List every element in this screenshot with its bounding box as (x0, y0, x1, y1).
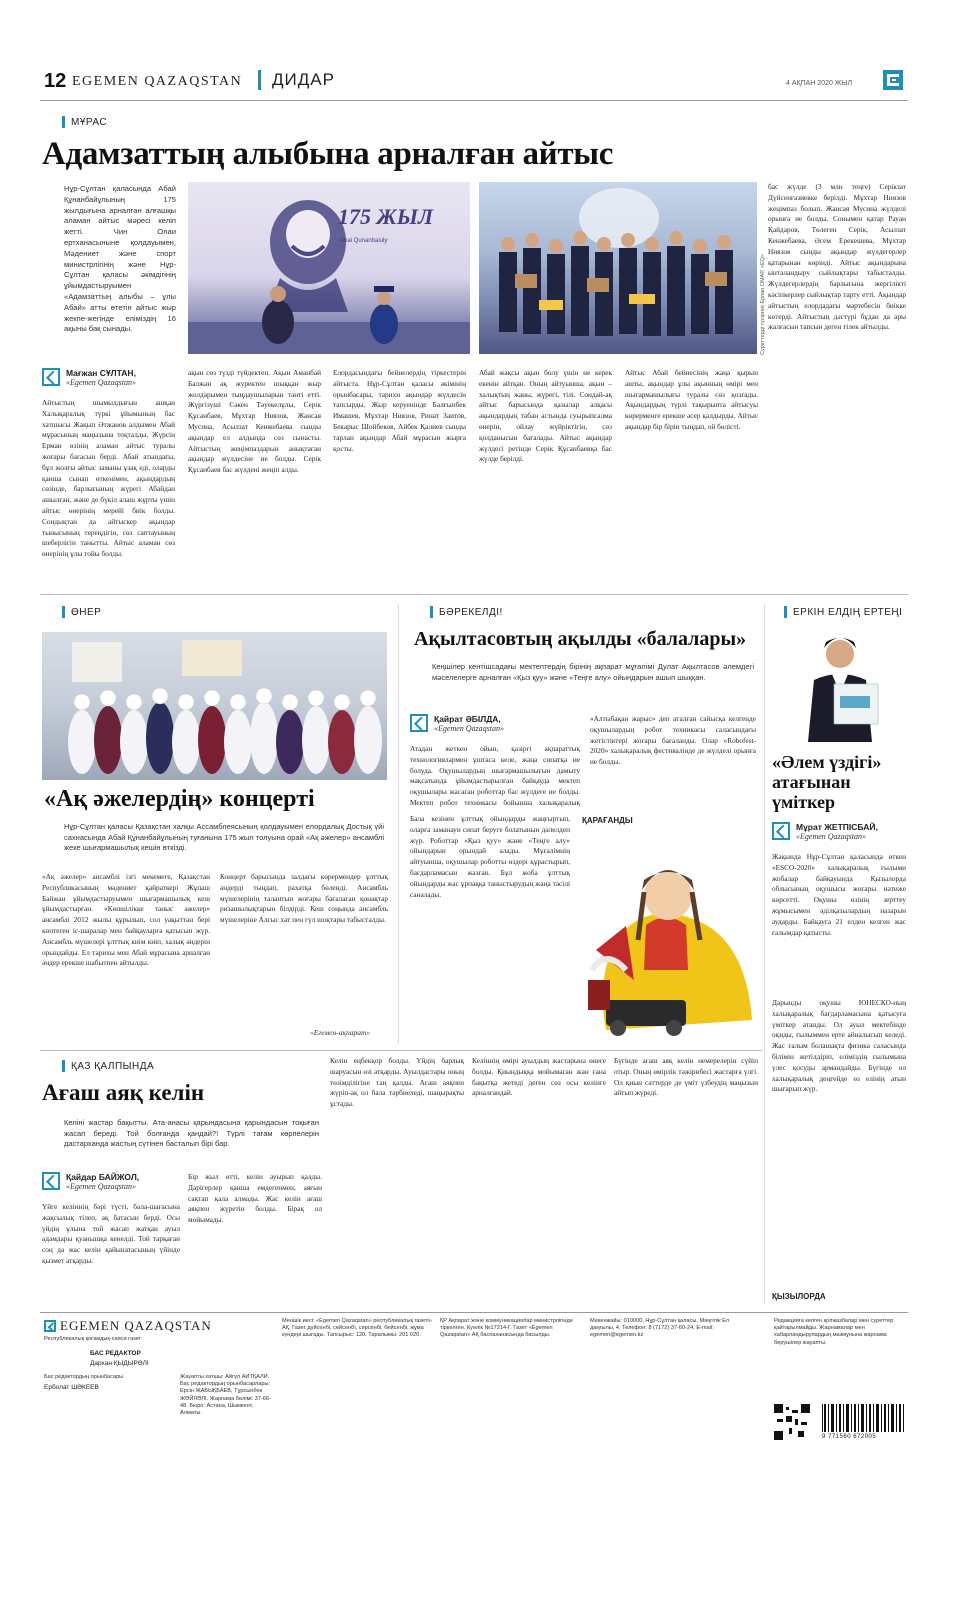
article4-title: «Әлем үздігі» атағынан үміткер (772, 752, 882, 812)
footer-chief-name: Дархан ҚЫДЫРӘЛІ (90, 1360, 149, 1367)
footer-chief-label: БАС РЕДАКТОР (90, 1350, 141, 1357)
barcode (820, 1404, 906, 1432)
footer-rule (40, 1312, 908, 1313)
footer-logo-icon (44, 1320, 56, 1332)
article4-city: ҚЫЗЫЛОРДА (772, 1292, 826, 1301)
header-rule (40, 100, 908, 101)
author-logo-icon (410, 714, 428, 732)
author-name: Мағжан СҰЛТАН, (66, 368, 136, 378)
article1-column-2: ақын сөз түзді түйдектеп. Ақын Аманбай Балжан ақ журектен шыққан жыр жолдарымен тыңдаушыларын тәнті етті. Жүргізуші Сәкен Тәуекелұлы, Серік Құсанбаев, Мұхтар Ниязов, Жансая Мусина, Асылзат Кенжебаева сынды ақындар ел алдында сөз сынасты. Айтыстың жеңімпаздарын анықтаған ақындар жүлдесіне ие болды. Серік Құсанбаев бас жүлдені жеңіп алды. (188, 368, 321, 475)
rubric-bar (784, 606, 787, 618)
rubric-label: ЕРКІН ЕЛДІҢ ЕРТЕҢІ (793, 606, 903, 618)
byline-article1 (42, 368, 136, 387)
section-title: ДИДАР (272, 70, 335, 89)
rubric-bravo (430, 606, 503, 618)
rubric-bar (62, 1060, 65, 1072)
article1-column-4: Абай жақсы ақын болу үшін не керек екенін айтқан. Оның айтуынша, ақын – халықтың жаны, жүрегі, тілі. Сондай-ақ айтыс барысында қазылар алқасы ақындардың табан астында суырыпсалма өнерін, ойлау жүйріктігін, сөз қолданысын бағалады. Айтыс ақындар жүлдесі ретінде Серік Құсанбаевқа бас жүлде берілді. (479, 368, 612, 464)
article2-credit: «Егемен-ақпарат» (310, 1028, 371, 1037)
footer-column-4: ҚР Ақпарат және коммуникациялар министрлігінде тіркелген. Куәлік №17214-Г. Газет «Egemen Qazaqstan» АҚ баспаханасында басылды. (440, 1318, 573, 1339)
rubric-heritage (62, 116, 107, 128)
author-logo-icon (42, 368, 60, 386)
byline-article5 (42, 1172, 139, 1191)
author-logo-icon (772, 822, 790, 840)
footer-masthead (44, 1318, 212, 1334)
byline-article4 (772, 822, 878, 841)
article1-column-5: Айтыс Абай бейнесінің жаңа қырын ашты, ақындар ұлы ақынның өмірі мен шығармашылығы туралы сөз қозғады. Ақындардың түрлі тақырыпта айтысуы көрерменге ерекше әсер қалдырды. Айтыс ақындар бір бірін тыңдап, ой бөлісті. (625, 368, 758, 431)
article3-title: Ақылтасовтың ақылды «балалары» (414, 628, 747, 650)
photo-credit: Суреттерді түсірген Ерлан ОМАР, «EQ» (760, 254, 766, 355)
article5-column-5: Бүгінде ағаш аяқ келін немерелерін сүйіп отыр. Оның өмірлік тәжірибесі жастарға үлгі. Ол қиын сәттерде де үміт үзбеудің маңызын айтып жүреді. (614, 1056, 758, 1098)
photo-girl-robot (576, 830, 756, 1044)
footer-column-3: Меншік иесі: «Egemen Qazaqstan» республикалық газеті» АҚ. Газет дүйсенбі, сейсенбі, сәрсенбі, бейсенбі, жұма күндері шығады. Тапсырыс: 120. Таралымы: 201 020. (282, 1318, 432, 1339)
issue-date: 4 АҚПАН 2020 ЖЫЛ (786, 80, 853, 87)
article5-column-1: Үйге келіннің бәрі түсті, бала-шағасына жақсылық тілеп, ақ батасын берді. Осы үйдің ұлына той жасап жатқан ауыл адамдары қуанышқа кенелді. Той тарқаған соң да жас келін қайынатасының үйінде қызмет атқарды. (42, 1202, 180, 1265)
article3-lead: Кеңшілер кентішсадағы мектептердің бірінің ақпарат мұғалімі Дулат Ақылтасов әлемдегі мәселелерге арналған «Қыз қуу» және «Теңге алу» ойындарын ашып шыққан. (432, 662, 754, 682)
author-name: Қайдар БАЙЖОЛ, (66, 1172, 140, 1182)
author-logo-icon (42, 1172, 60, 1190)
article2-title: «Ақ әжелердің» концерті (44, 786, 315, 812)
photo-banner-anniversary: 175 ЖЫЛ (338, 204, 434, 229)
section-divider (258, 70, 261, 90)
footer-masthead-sub: Республикалық қоғамдық-саяси газет (44, 1336, 142, 1342)
rule-article1 (40, 594, 908, 595)
author-org: «Egemen Qazaqstan» (66, 378, 136, 387)
footer-deputy-label: Бас редактордың орынбасары (44, 1374, 124, 1380)
article-lead: Нұр-Сұлтан қаласында Абай Құнанбайұлының 175 жылдығына арналған алғашқы аламан айтыс мәресі келіп жетті. Чин Олаи ертханасыныне қолдауымен, Мәдениет және спорт министрлігінің және Нұр-Сұлтан қаласы әкімдігінің ұйымдастыруымен «Адамзаттың алыбы – ұлы Абай» атты өтетін айтыс жыр жекпе-жегінде еліміздің 16 ақыны бақ сынады. (64, 184, 176, 334)
newspaper-logo-icon (883, 70, 903, 90)
divider-article2 (398, 604, 399, 1044)
divider-article3 (764, 604, 765, 1304)
photo-ensemble (42, 632, 387, 780)
article5-column-2: Бір жыл өтті, келін ауырып қалды. Дәрігерлер қанша емдегенмен, аяғын сақтап қала алмады. Жас келін ағаш аяқпен жүретін болды. Бірақ ол мойымады. (188, 1172, 322, 1225)
article-title: Адамзаттың алыбына арналған айтыс (42, 136, 614, 172)
rubric-label: БӘРЕКЕЛДІ! (439, 606, 503, 618)
article3-column-3: Бала кезінен ұлттық ойындарды жаңғыртып, оларға заманауи сипат беруге болатынын дәлелдеп жүр. Роботтар «Қыз қуу» және «Теңге алу» ойындарын орындай алады. Мұғалімнің айтуынша, оқушылар роботты өздері құрастырып, бағдарламасын жазған. Бұл жоба ұлттық ойындарды жас ұрпаққа таныстырудың жаңа тәсілі саналады. (410, 814, 570, 899)
photo-stage-aitys (188, 182, 470, 354)
footer-column-2: Жауапты хатшы: Айгүл АЙТҚАЛИ. Бас редактордың орынбасарлары: Ерсін ЖАБЫҚБАЕВ, Тұрсынбек ЖӘЙЛӘЛІ. Жарнама бөлімі: 37-66-48. Бюро: Астана, Шымкент, Алматы. (180, 1374, 271, 1417)
page-number: 12 (44, 70, 67, 92)
barcode-number: 9 771560 672005 (822, 1434, 877, 1440)
article1-column-1: Айтыстың шымылдығын ашқан Халықаралық түркі ұйымының бас хатшысы Жақып Әтжанов алдымен Абай мұрасының маңызына тоқталды. Жүрсін Ерман өзінің аламан айтыс туралы жоғары бағасын берді. Абай атындағы, бұл жолғы айтыс заманы ұзақ еді, оларды қанша сынап өткенімен, ақындардың сөзінде, барлығының жүрегі Абайдан ашылған, және де бүкіл алаш жұрты үшін айтыс өнерінің мерейі биік болды. Сондықтан да айтыскер ақындар тынысының тереңдігін, сөз саптауының шеберлігін танытты. Айтыс аламан сөз өнерінің ұлы тойы болды. (42, 398, 175, 559)
rubric-bar (430, 606, 433, 618)
byline-article3 (410, 714, 504, 733)
qr-code (774, 1404, 810, 1440)
author-org: «Egemen Qazaqstan» (66, 1182, 136, 1191)
article3-city: ҚАРАҒАНДЫ (582, 816, 633, 825)
article2-column-1: «Ақ әжелер» ансамблі ізгі мекемеге, Қазақстан Республикасының мәдениет қайраткері Жұпаш Байжан ұйымдастыруымен шығармашылық кеш ұйымдастырған. «Көпшілікке таныс әжелер» ансамблі 2012 жылы құрылып, сол уақыттан бері көптеген іс-шаралар мен байқауларға қатысып жүр. Ансамбль мүшелері ұлттық киім киіп, халық әндерін орындайды. Ел тарихы мен Абай мұрасына арналған әндер ерекше шабытпен айтылды. (42, 872, 210, 968)
article2-lead: Нұр-Сұлтан қаласы Қазақстан халқы Ассамблеясының қолдауымен елордалық Достық үйі сахнасында Абай Құнанбайұлының туғанына 175 жыл толуына орай «Ақ әжелер» ансамблі жеке шығармашылық кешін өткізді. (64, 822, 384, 852)
rubric-label: МҰРАС (71, 116, 108, 128)
article5-column-3: Келін еңбекқор болды. Үйдің барлық шаруасын өзі атқарды. Ауылдастары оның төзімділігіне таң қалды. Ағаш аяқпен жүріп-ақ ол бала тәрбиеледі, шаңырақты ұстады. (330, 1056, 464, 1109)
article5-column-4: Келіннің өмірі ауылдың жастарына өнеге болды. Қиындыққа мойымаған жан ғана бақытқа жетеді деген сөз осы келінге арналғандай. (472, 1056, 606, 1098)
footer-deputy-name: Ерболат ШӘКЕЕВ (44, 1384, 99, 1391)
rubric-tradition (62, 1060, 154, 1072)
article4-column-2: Дарынды оқушы ЮНЕСКО-ның халықаралық бағдарламасына қатысуға үміткер атанды. Ол ауыл мектебінде оқиды, ғылыммен ерте айналысып келеді. Жас ғалым болашақта физика саласында білімін жетілдіріп, еліміздің ғылымына үлес қосуды армандайды. Бүгінде ол халықаралық деңгейде өз елінің атын шығарып жүр. (772, 998, 906, 1094)
author-name: Мұрат ЖЕТПІСБАЙ, (796, 822, 878, 832)
author-org: «Egemen Qazaqstan» (796, 832, 866, 841)
article3-column-1: Атадан жеткен ойын, қазіргі ақпараттық технологиялармен ұштаса келе, жаңа сипатқа ие болуда. Оқушылардың шығармашылығын дамыту мақсатында ұйымдастырылған байқауда мектеп оқушылары жасаған роботтар бас жүлдеге ие болды. Мектеп робот техникасы бойынша халықаралық (410, 744, 580, 807)
article2-column-2: Концерт барысында залдағы көрермендер ұлттық әндерді тыңдап, рахатқа бөленді. Ансамбль мүшелерінің талантын жоғары бағалаған қонақтар ризашылықтарын білдірді. Кеш соңында ансамбль мүшелеріне Алғыс хат пен гүл шоқтары табысталды. (220, 872, 388, 925)
footer-column-5: Мекенжайы: 010000, Нұр-Сұлтан қаласы, Мәңгілік Ел даңғылы, 4. Телефон: 8 (7172) 37-60-24. E-mail: egemen@egemen.kz (590, 1318, 730, 1339)
newspaper-masthead: EGEMEN QAZAQSTAN (72, 74, 243, 89)
article1-column-6: бас жүлде (3 млн теңге) Серікзат Дүйсенғазиевке берілді. Мұхтар Ниязов жеңімпаз болып, Жансая Мусина жүлделі орынға ие болды. Сонымен қатар Рауан Қайдаров, Төлеген Серік, Асылзат Кенжебаева, Әсем Ерекешева, Мұхтар Ниязов сынды ақындар жүлдегерлер қатарынан көрінді. Айтыс ақындарына ынталандыру сыйлықтары табысталды. Жүлдегерлердің барлығына жергілікті кәсіпкерлер сыйлықтар тарту етті. Ақындар айтыстың елордадағы мәртебесін биікке көтерді. Айтыстың дәстүрі бұдан да ары жалғасын тапсын деген тілек айтылды. (768, 182, 906, 332)
rule-article2 (40, 1050, 762, 1051)
article3-column-2: «Алтыбақан жарыс» деп аталған сайысқа келгенде оқушылардың робот техникасы саласындағы жетістіктері жоғары бағаланды. Олар «Robofest-2020» халықаралық фестивалінде де жүлделі орынға ие болды. (590, 714, 756, 767)
rubric-bar (62, 116, 65, 128)
photo-student (774, 624, 906, 742)
rubric-label: ҚАЗ ҚАЛПЫНДА (71, 1060, 155, 1072)
footer-column-6: Редакцияға келген қолжазбалар мен суреттер қайтарылмайды. Жарнамалар мен хабарландырулардың мазмұнына жарнама берушілер жауапты. (774, 1318, 894, 1346)
article1-column-3: Елордасындағы бейнелердің тіркестерін айтыста. Нұр-Сұлтан қаласы әкімінің орынбасары, тарихи ақындар жүлдесін тапсырды. Жыр керуенінде Балғынбек Имашев, Мұхтар Ниязов, Ринат Заитов, Бекарыс Шойбеков, Айбек Қалиев сынды тарлан ақындар Абай мұрасын жырға қосты. (333, 368, 466, 453)
photo-winners-group (479, 182, 757, 354)
author-org: «Egemen Qazaqstan» (434, 724, 504, 733)
photo-banner-subtitle: Abai Qunanbaiuly (340, 238, 388, 244)
article5-title: Ағаш аяқ келін (42, 1080, 205, 1105)
article5-lead: Келіні жастар бақытты. Ата-анасы қарындасына қарындасын тоқыған жасап береді. Той болғанда қандай?! Түрлі тағам көрпелерін дастарханда жастың сүтінен басталып бірі бар. (64, 1118, 319, 1148)
rubric-label: ӨНЕР (71, 606, 102, 618)
rubric-art (62, 606, 101, 618)
footer-masthead-title: EGEMEN QAZAQSTAN (60, 1318, 212, 1333)
author-name: Қайрат ӘБІЛДА, (434, 714, 501, 724)
rubric-bar (62, 606, 65, 618)
article4-column-1: Жақында Нұр-Сұлтан қаласында өткен «ESCO-2020» халықаралық ғылыми жобалар байқауында Қызылорда облысының оқушысы жоғары нәтиже көрсетті. Оқушы өзінің зерттеу жұмысымен әділқазылардың назарын аударды. Байқауға 21 елден келген жас ғалымдар қатысты. (772, 852, 906, 937)
rubric-future (784, 606, 902, 618)
